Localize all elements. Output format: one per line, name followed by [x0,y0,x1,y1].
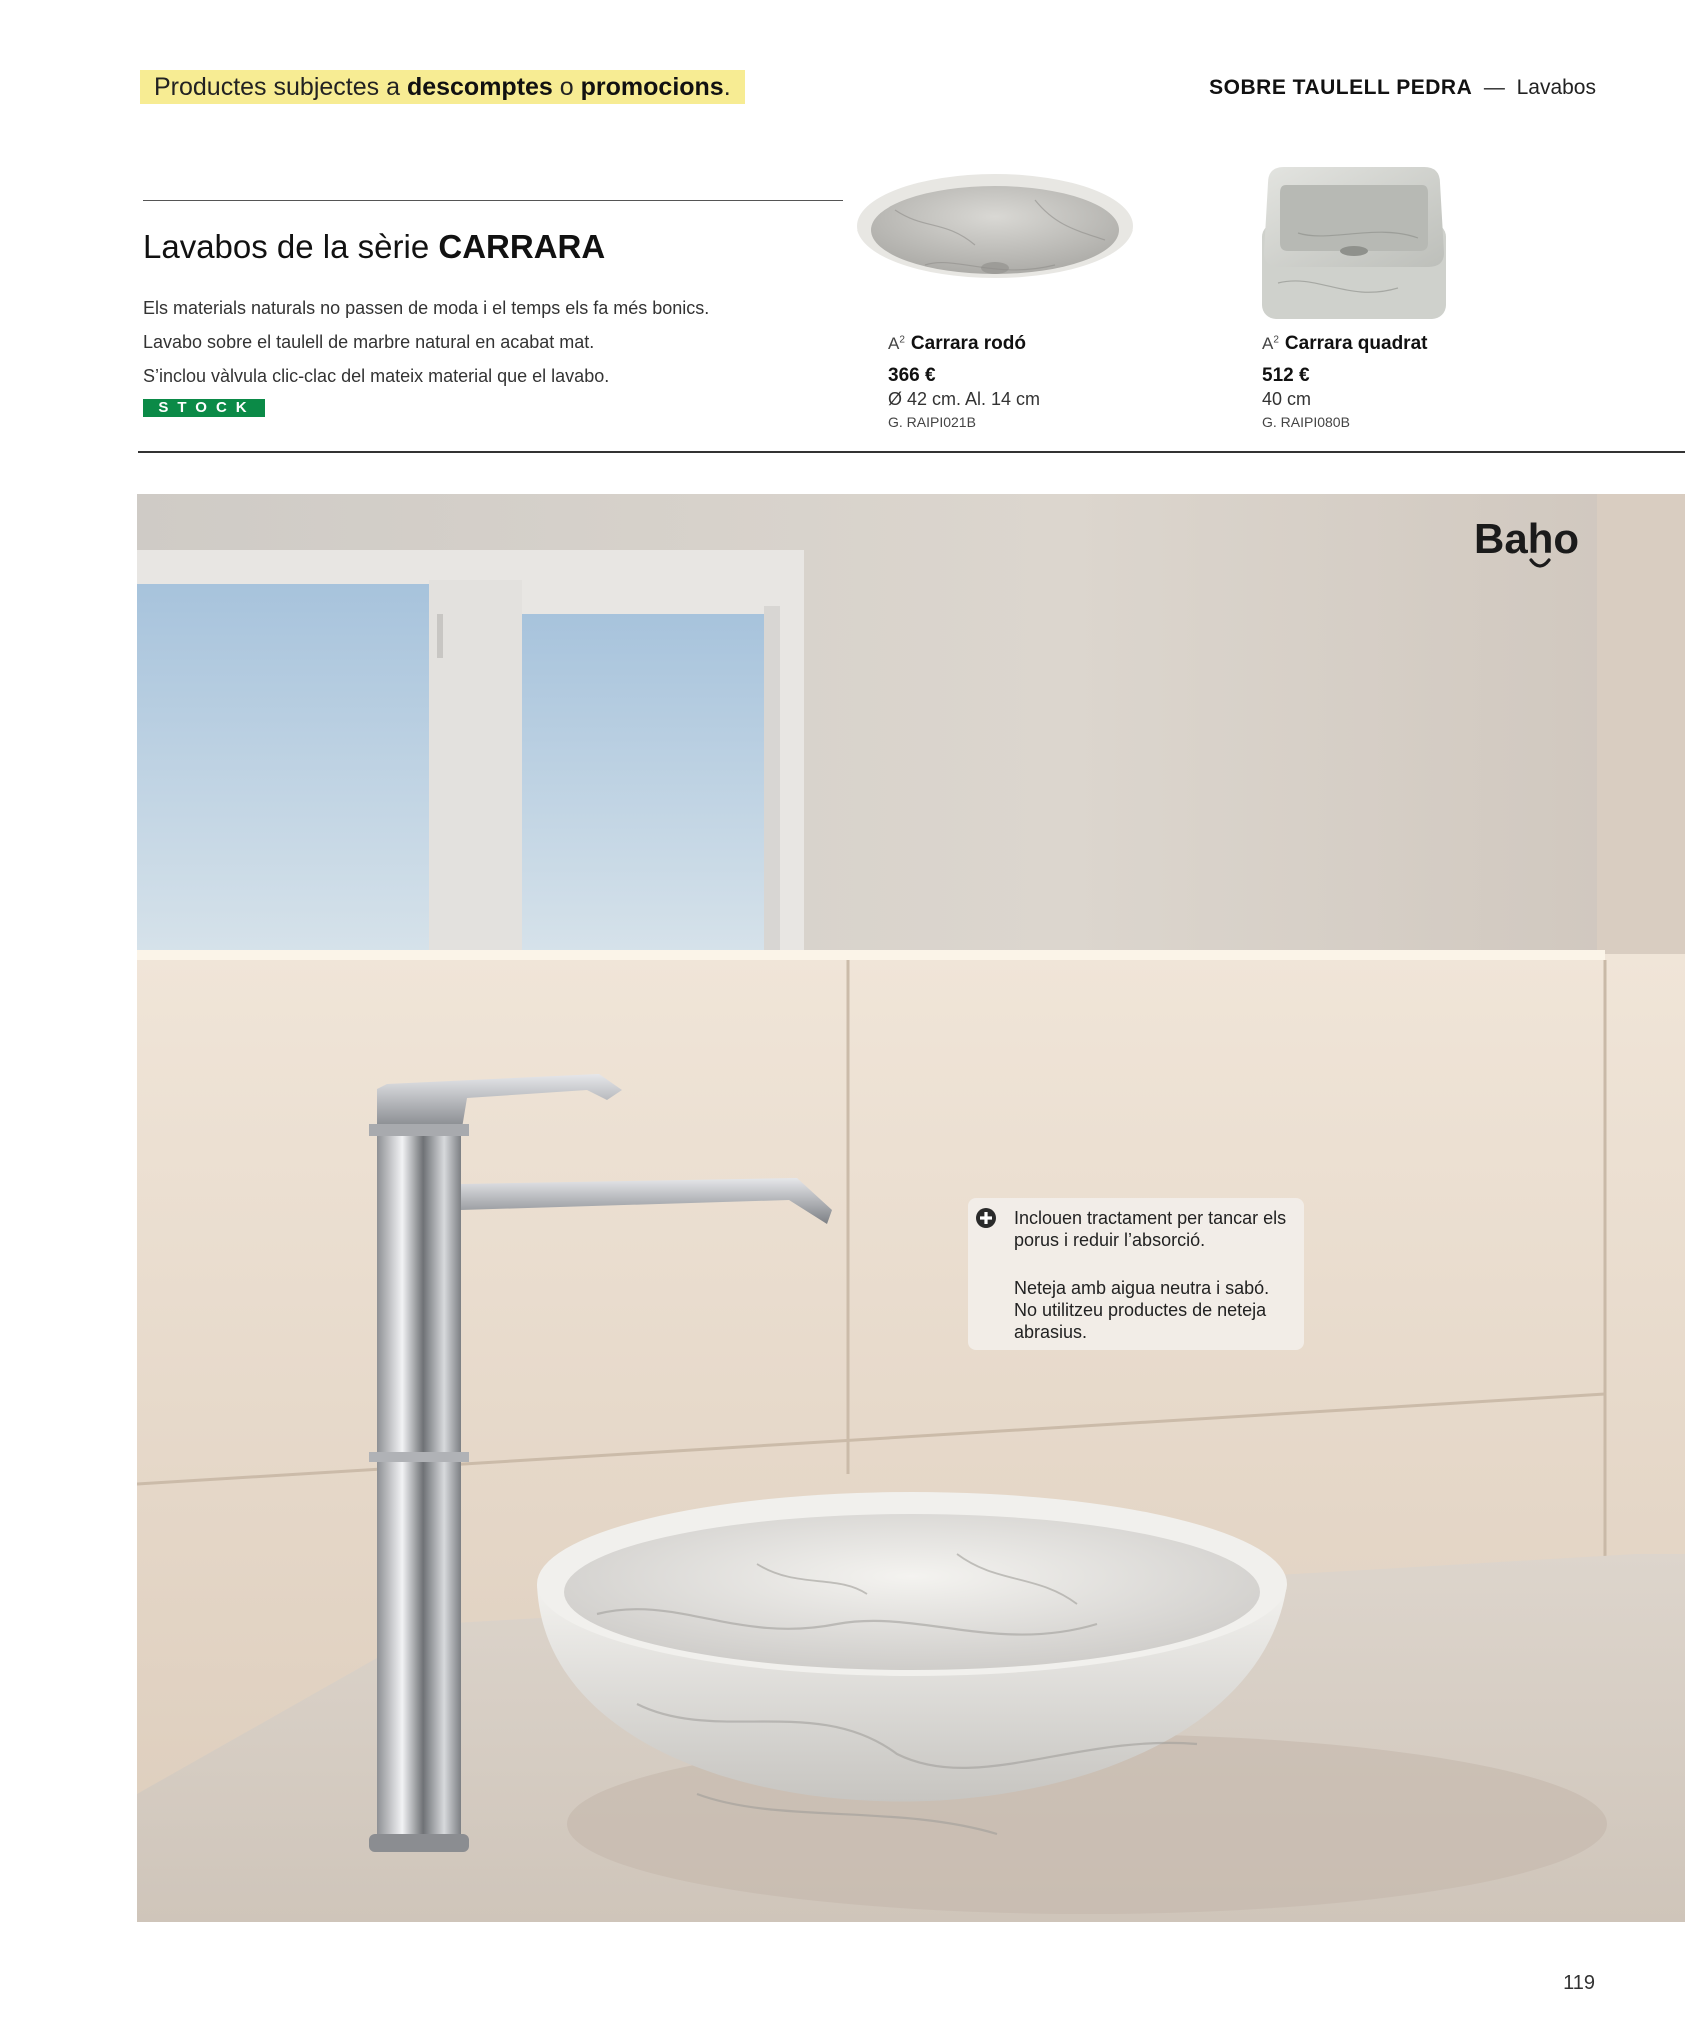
stock-badge: STOCK [143,399,265,417]
product-title: Carrara quadrat [1284,333,1428,354]
divider-bottom [138,451,1685,453]
info-text-line: No utilitzeu productes de neteja [1014,1300,1267,1320]
product-dimensions: Ø 42 cm. Al. 14 cm [888,389,1041,409]
page-number: 119 [1563,1972,1595,1994]
brand-logo-smile [1529,558,1551,570]
square-marble-basin-image [1258,163,1450,323]
series-title [143,228,605,266]
product-price: 366 € [888,365,936,386]
energy-class-exp: 2 [1273,334,1279,346]
energy-class-exp: 2 [899,334,905,346]
info-text-line: porus i reduir l’absorció. [1014,1230,1206,1250]
series-title-prefix: Lavabos de la sèrie [143,228,430,265]
promo-mid: o [559,73,574,101]
section-label: Lavabos [1516,76,1596,99]
product-price: 512 € [1262,365,1310,386]
divider-top [143,200,843,201]
promo-bold-promotions: promocions [580,73,724,101]
product-photo [137,494,1685,1922]
energy-class-letter: A [888,334,900,353]
energy-class-letter: A [1262,334,1274,353]
description-line: S’inclou vàlvula clic-clac del mateix material que el lavabo. [143,366,610,386]
description-line: Lavabo sobre el taulell de marbre natural en acabat mat. [143,332,595,352]
promo-banner [140,70,745,104]
promo-prefix: Productes subjectes a [154,73,400,101]
product-name [888,333,1026,355]
brand-logo: Baho [1474,515,1579,562]
product-reference: G. RAIPI080B [1262,414,1350,430]
info-text-line: abrasius. [1014,1322,1088,1342]
section-dash: — [1483,76,1505,99]
section-heading [1209,76,1596,100]
product-dimensions: 40 cm [1262,389,1312,409]
section-category: SOBRE TAULELL PEDRA [1209,76,1473,99]
info-text-line: Neteja amb aigua neutra i sabó. [1014,1278,1270,1298]
promo-bold-discounts: descomptes [406,73,553,101]
product-name [1262,333,1427,355]
series-title-name: CARRARA [438,228,606,265]
promo-suffix: . [723,73,731,101]
plus-circle-icon [975,1207,997,1229]
product-reference: G. RAIPI021B [888,414,976,430]
description-line: Els materials naturals no passen de moda i el temps els fa més bonics. [143,298,710,318]
info-text-line: Inclouen tractament per tancar els [1014,1208,1287,1228]
round-marble-basin-image [855,170,1135,300]
product-title: Carrara rodó [910,333,1027,354]
